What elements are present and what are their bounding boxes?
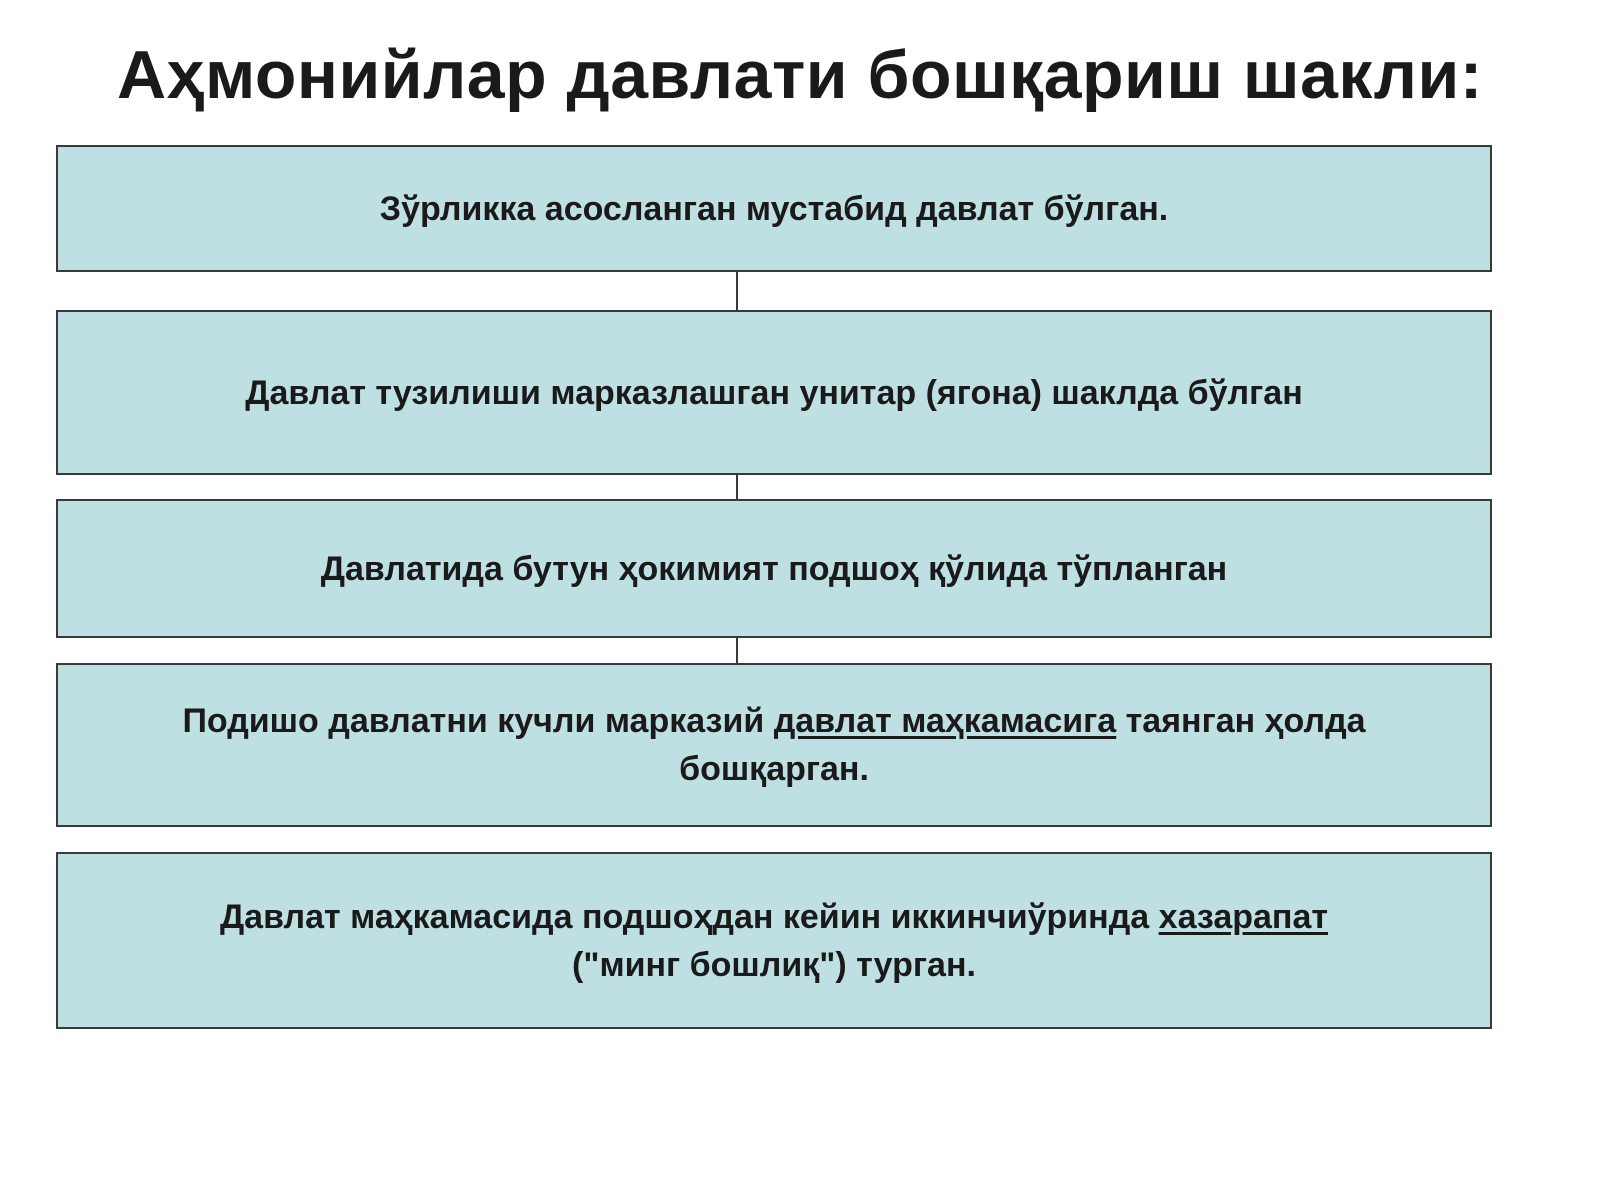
statement-text-4-end: таянган ҳолда бошқарган. (679, 702, 1366, 788)
statement-text-5 (220, 893, 1328, 989)
statement-box-2 (56, 310, 1492, 475)
connector-line-1 (736, 272, 738, 310)
connector-line-3 (736, 638, 738, 663)
underlined-term-hazarapat: хазарапат (1158, 897, 1329, 936)
statement-text-4 (118, 697, 1430, 793)
statement-box-4 (56, 663, 1492, 827)
statement-text-5-end: ("минг бошлиқ") турган. (572, 945, 976, 984)
statement-text-1: Зўрликка асосланган мустабид давлат бўлган. (379, 189, 1169, 228)
statement-box-5 (56, 852, 1492, 1029)
statement-box-1 (56, 145, 1492, 272)
slide-title: Аҳмонийлар давлати бошқариш шакли: (117, 37, 1483, 113)
connector-line-2 (736, 475, 738, 499)
statement-text-2: Давлат тузилиши марказлашган унитар (ягона) шаклда бўлган (245, 373, 1303, 412)
statement-text-3: Давлатида бутун ҳокимият подшоҳ қўлида тўпланган (320, 549, 1228, 588)
statement-box-3 (56, 499, 1492, 638)
statement-text-4-start: Подишо давлатни кучли марказий (182, 702, 774, 740)
statement-text-5-start: Давлат маҳкамасида подшоҳдан кейин иккинчиўринда (219, 897, 1159, 936)
underlined-term-davlat-mahkamasi: давлат маҳкамасига (773, 702, 1117, 740)
